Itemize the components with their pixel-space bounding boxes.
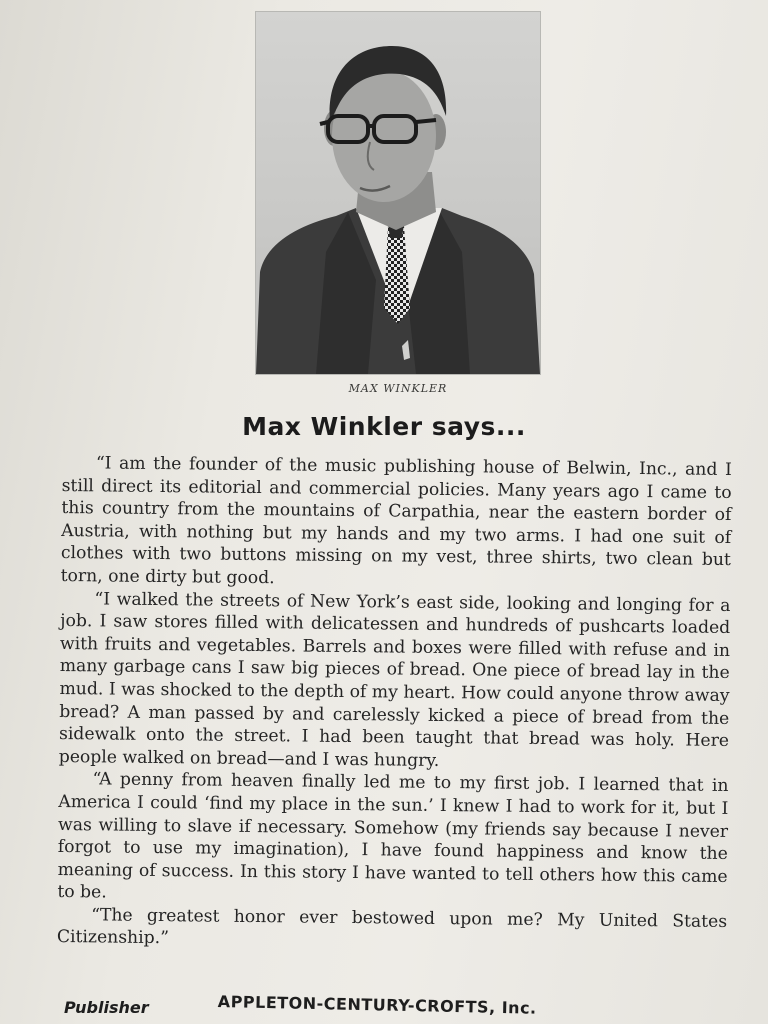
publisher-label: Publisher xyxy=(64,998,149,1017)
paragraph: “I am the founder of the music publishing house of Belwin, Inc., and I still direct its editorial and commercial policies. Many years ago I came to this country from the mountains of Carpathia, near the eastern border of Austria, with nothing but my hands and my two arms. I had one suit of clothes with two buttons missing on my vest, three shirts, two clean but torn, one dirty but good. xyxy=(60,453,732,589)
portrait-caption: MAX WINKLER xyxy=(348,382,448,395)
headline: Max Winkler says... xyxy=(242,412,526,441)
paragraph: “The greatest honor ever bestowed upon me? My United States Citizenship.” xyxy=(56,905,728,949)
paragraph: “I walked the streets of New York’s east side, looking and longing for a job. I saw stores filled with delicatessen and hundreds of pushcarts loaded with fruits and vegetables. Barrels and boxes were filled with refuse and in many garbage cans I saw big pieces of bread. One piece of bread lay in the mud. I was shocked to the depth of my heart. How could anyone throw away bread? A man passed by and carelessly kicked a piece of bread from the sidewalk onto the street. I had been taught that bread was holy. Here people walked on bread—and I was hungry. xyxy=(58,588,731,771)
publisher-name: APPLETON-CENTURY-CROFTS, Inc. xyxy=(217,992,537,1018)
portrait-illustration xyxy=(256,12,540,374)
portrait-photo xyxy=(256,12,540,374)
publisher-footer xyxy=(64,990,768,1024)
paragraph: “A penny from heaven finally led me to my first job. I learned that in America I could ‘find my place in the sun.’ I knew I had to work for it, but I was willing to slave if necessary. Somehow (my friends say because I never forgot to use my imagination), I have found happiness and know the meaning of success. In this story I have wanted to tell others how this came to be. xyxy=(57,769,729,903)
quote-body xyxy=(57,452,732,956)
